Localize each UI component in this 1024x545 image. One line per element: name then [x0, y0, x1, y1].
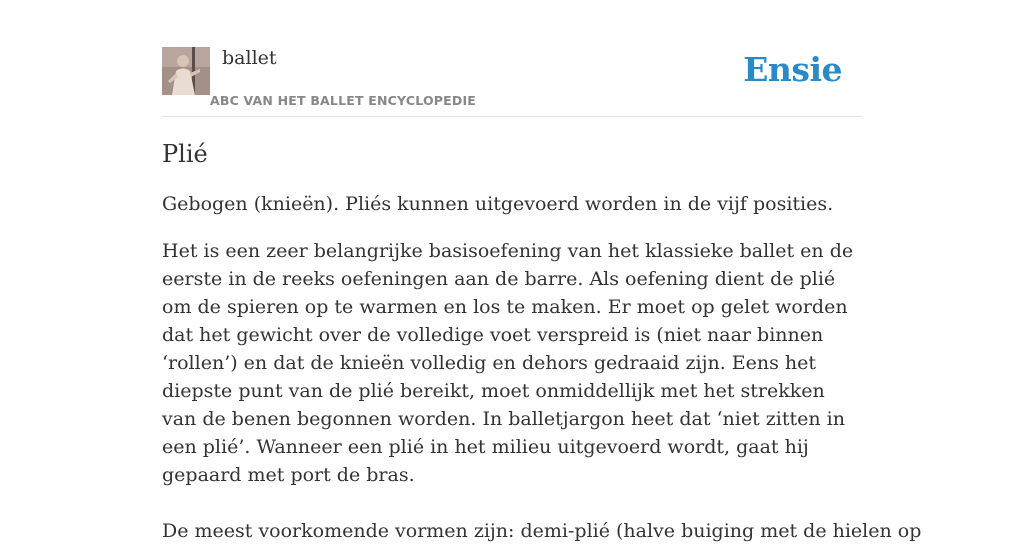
article	[162, 138, 922, 545]
channel-name-link[interactable]: ballet	[222, 47, 277, 69]
encyclopedia-name-link[interactable]: ABC VAN HET BALLET ENCYCLOPEDIE	[210, 93, 477, 108]
dancer-photo-icon	[162, 47, 210, 95]
header	[162, 46, 862, 117]
article-title: Plié	[162, 140, 208, 168]
article-lead: Gebogen (knieën). Pliés kunnen uitgevoerd worden in de vijf posities.	[162, 193, 834, 215]
ensie-logo[interactable]: Ensie	[743, 50, 842, 89]
article-paragraph: Het is een zeer belangrijke basisoefening van het klassieke ballet en de eerste in de reeks oefeningen aan de barre. Als oefening dient de plié om de spieren op te warmen en los te maken. Er moet op gelet worden dat het gewicht over de volledige voet verspreid is (niet naar binnen ‘rollen’) en dat de knieën volledig en dehors gedraaid zijn. Eens het diepste punt van de plié bereikt, moet onmiddellijk met het strekken van de benen begonnen worden. In balletjargon heet dat ‘niet zitten in een plié’. Wanneer een plié in het milieu uitgevoerd wordt, gaat hij gepaard met port de bras.	[162, 240, 854, 486]
article-paragraph: De meest voorkomende vormen zijn: demi-plié (halve buiging met de hielen op	[162, 520, 922, 542]
avatar[interactable]	[162, 47, 210, 95]
